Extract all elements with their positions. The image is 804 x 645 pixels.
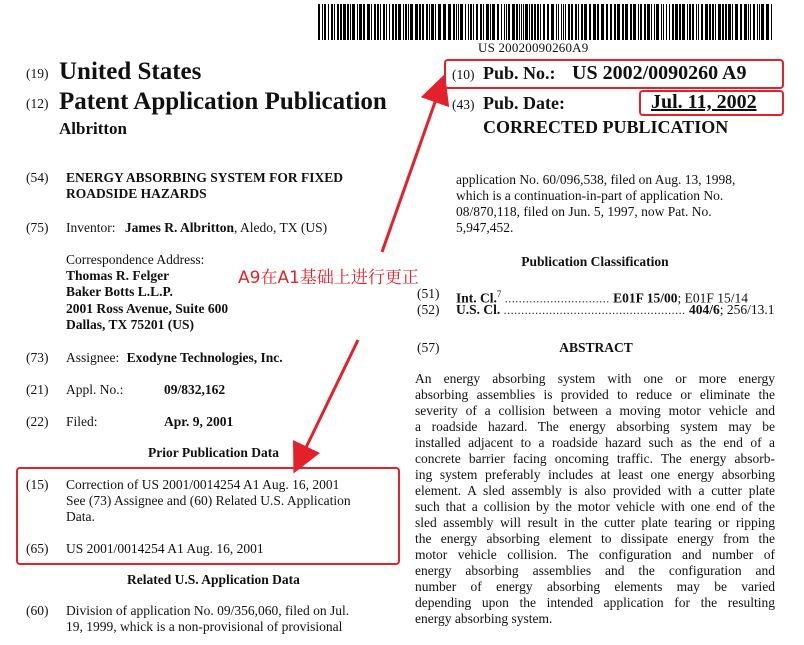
barcode-number: US 20020090260A9	[478, 40, 589, 55]
abstract-line: number of energy absorbing elements may be varied	[415, 579, 775, 594]
inventor-name: James R. Albritton	[124, 220, 234, 235]
us-cl-primary: 404/6	[689, 302, 720, 317]
assignee-code: (73)	[26, 350, 49, 365]
code-10: (10)	[452, 67, 475, 82]
abstract-line: the energy absorbing element to dissipate energy from the	[415, 531, 775, 546]
us-cl-leader-dots: ....................................................	[503, 303, 686, 317]
abstract-line: energy absorbing assemblies and the configuration and	[415, 563, 775, 578]
continuation-line-1: application No. 60/096,538, filed on Aug. 13, 1998,	[456, 172, 736, 187]
int-cl-code: (51)	[417, 286, 440, 301]
division-line-2: 19, 1999, whick is a non-provisional of provisional	[66, 619, 343, 634]
correspondence-line-2: Baker Botts L.L.P.	[66, 284, 173, 299]
correspondence-line-3: 2001 Ross Avenue, Suite 600	[66, 301, 229, 316]
continuation-line-4: 5,947,452.	[456, 220, 514, 235]
division-line-1: Division of application No. 09/356,060, filed on Jul.	[66, 603, 350, 618]
int-cl-superscript: 7	[496, 289, 502, 299]
related-application-heading: Related U.S. Application Data	[127, 572, 300, 587]
inventor-label: Inventor:	[66, 220, 116, 235]
abstract-line: energy absorbing system.	[415, 611, 553, 626]
division-code: (60)	[26, 603, 49, 618]
pub-no-value: US 2002/0090260 A9	[572, 62, 747, 84]
inventor-surname: Albritton	[59, 119, 127, 138]
correspondence-label: Correspondence Address:	[66, 252, 205, 267]
correction-line-2: See (73) Assignee and (60) Related U.S. Application	[66, 493, 351, 508]
filed-value: Apr. 9, 2001	[164, 414, 234, 429]
doc-type-title: Patent Application Publication	[59, 88, 387, 115]
continuation-line-3: 08/870,118, filed on Jun. 5, 1997, now Pat. No.	[456, 204, 712, 219]
int-cl-primary: E01F 15/00	[613, 290, 678, 306]
abstract-line: concrete barrier facing oncoming traffic. The energy absorb-	[415, 451, 775, 466]
int-cl-label: Int. Cl.	[456, 290, 497, 306]
annotation-label: A9在A1基础上进行更正	[238, 268, 419, 288]
abstract-line: installed adjacent to a roadside hazard such as the end of a	[415, 435, 775, 450]
filed-code: (22)	[26, 414, 49, 429]
pub65-value: US 2001/0014254 A1 Aug. 16, 2001	[66, 541, 264, 556]
country-title: United States	[59, 58, 202, 85]
abstract-line: ing system preferably includes at least one energy absorbing	[415, 467, 775, 482]
prior-publication-heading: Prior Publication Data	[148, 445, 279, 460]
correspondence-line-4: Dallas, TX 75201 (US)	[66, 317, 195, 332]
filed-label: Filed:	[66, 414, 98, 429]
code-12: (12)	[26, 96, 49, 111]
abstract-line: severity of a collision between a moving motor vehicle and	[415, 403, 775, 418]
abstract-line: motor vehicle collision. The configuration and number of	[415, 547, 775, 562]
abstract-line: such that a collision by the motor vehicle with one end of the	[415, 499, 775, 514]
appl-label: Appl. No.:	[66, 382, 124, 397]
arrow-up-to-pub-no	[382, 88, 440, 252]
abstract-line: depending upon the intended application for the resulting	[415, 595, 775, 610]
arrow-down-to-prior-data	[300, 340, 358, 460]
correction-code: (15)	[26, 477, 49, 492]
abstract-code: (57)	[417, 340, 440, 355]
publication-classification-heading: Publication Classification	[521, 254, 669, 269]
int-cl-leader-dots: ..............................	[504, 291, 610, 306]
code-19: (19)	[26, 66, 49, 81]
int-cl-secondary: ; E01F 15/14	[677, 290, 749, 306]
assignee-name: Exodyne Technologies, Inc.	[126, 350, 283, 365]
abstract-line: a roadside hazard. The energy absorbing system may be	[415, 419, 775, 434]
pub-date-label: Pub. Date:	[483, 93, 565, 113]
abstract-heading: ABSTRACT	[559, 340, 633, 355]
correction-line-3: Data.	[66, 509, 95, 524]
code-43: (43)	[452, 97, 475, 112]
abstract-line: element. A sled assembly is also provided with a cutter plate	[415, 483, 775, 498]
title-line-2: ROADSIDE HAZARDS	[66, 186, 207, 201]
abstract-line: An energy absorbing system with one or more energy	[415, 371, 775, 386]
inventor-location: , Aledo, TX (US)	[234, 220, 328, 235]
pub-no-label: Pub. No.:	[483, 63, 556, 83]
us-cl-code: (52)	[417, 302, 440, 317]
correspondence-line-1: Thomas R. Felger	[66, 268, 170, 283]
corrected-publication: CORRECTED PUBLICATION	[483, 117, 729, 137]
abstract-line: sled assembly will result in the cutter plate tearing or ripping	[415, 515, 775, 530]
us-cl-label: U.S. Cl.	[456, 302, 501, 317]
correction-line-1: Correction of US 2001/0014254 A1 Aug. 16, 2001	[66, 477, 340, 492]
continuation-line-2: which is a continuation-in-part of application No.	[456, 188, 724, 203]
appl-code: (21)	[26, 382, 49, 397]
appl-value: 09/832,162	[164, 382, 226, 397]
pub-date-value: Jul. 11, 2002	[651, 91, 757, 113]
assignee-label: Assignee:	[66, 350, 120, 365]
title-code: (54)	[26, 170, 49, 185]
us-cl-secondary: ; 256/13.1	[719, 302, 775, 317]
pub65-code: (65)	[26, 541, 49, 556]
inventor-code: (75)	[26, 220, 49, 235]
abstract-line: absorbing assemblies is provided to reduce or eliminate the	[415, 387, 775, 402]
title-line-1: ENERGY ABSORBING SYSTEM FOR FIXED	[66, 170, 344, 185]
